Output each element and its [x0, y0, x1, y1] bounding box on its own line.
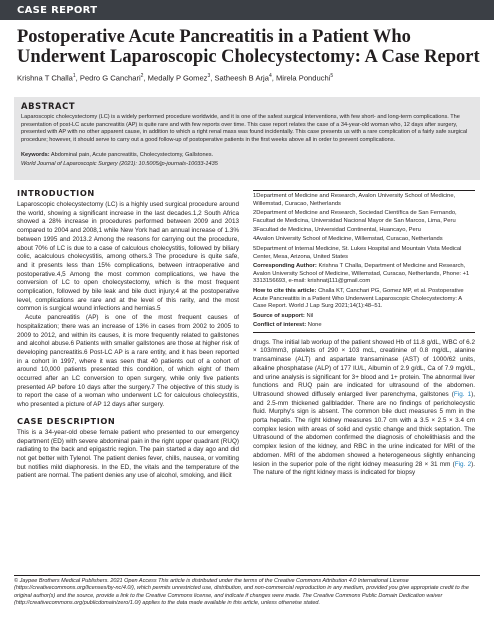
case-description-paragraph: This is a 34-year-old obese female patient who presented to our emergency department (ED) with severe abdominal pain in the right upper quadrant (RUQ) radiating to the back and epigastric region. The pain started a day ago and did not get better with Tylenol. The patient denies fever, chills, nausea, or vomiting but notifies mild diaphoresis. In the ED, the vitals and the temperature of the patient are normal. The patient denies any use of alcohol, smoking, and illicit — [17, 428, 239, 480]
article-type-label: CASE REPORT — [17, 5, 98, 16]
source-of-support: Source of support: Nil — [253, 312, 314, 319]
author-name[interactable]: Krishna T Challa — [17, 73, 73, 83]
article-type-banner — [0, 0, 494, 20]
author-name[interactable]: Pedro G Canchari — [79, 73, 141, 83]
author-name[interactable]: Satheesh B Arja — [214, 73, 269, 83]
figure-1-link[interactable]: Fig. 1 — [453, 390, 472, 398]
footer-divider — [14, 575, 480, 576]
abstract-body: Laparoscopic cholecystectomy (LC) is a widely performed procedure worldwide, and it is one of the safest surgical interventions, with few short- and long-term complications. The presentation of post-LC acute pancreatitis (AP) is quite rare and with few reports over time. This case report relates the case of a 34-year-old woman who, 12 days after surgery, presented with AP with no other apparent cause, in addition to which a right renal mass was found incidentally. This case presents us with a rare complication of a fairly safe surgical procedure; however, it should serve to carry out a good follow-up of postoperative patients in the first weeks above all in order to prevent complications. — [21, 114, 468, 143]
introduction-heading: INTRODUCTION — [17, 188, 95, 198]
affiliation-item: 4Avalon University School of Medicine, Willemstad, Curacao, Netherlands — [253, 236, 443, 243]
affiliation-item: 2Department of Medicine and Research, Sociedad Científica de San Fernando, Facultad de Medicina, Universidad Nacional Mayor de San Marcos, Lima, Peru — [253, 210, 457, 224]
corresponding-author: Corresponding Author: Krishna T Challa, Department of Medicine and Research, Avalon University School of Medicine, Willemstad, Curacao, Netherlands, Phone: +1 3313156693, e-mail: krishnatj111@gmail.com — [253, 262, 470, 285]
affiliation-item: 5Department of Internal Medicine, St. Lukes Hospital and Mountain Vista Medical Center, Mesa, Arizona, United States — [253, 245, 462, 260]
conflict-of-interest: Conflict of interest: None — [253, 321, 322, 328]
keywords: Keywords: Abdominal pain, Acute pancreatitis, Cholecystectomy, Gallstones. — [21, 152, 214, 158]
license-footer: © Jaypee Brothers Medical Publishers. 2021 Open Access This article is distributed under the terms of the Creative Commons Attribution 4.0 International License (https://creativecommons.org/licenses/by-nc/4.0/), which permits unrestricted use, distribution, and non-commercial reproduction in any medium, provided you give appropriate credit to the original author(s) and the source, provide a link to the Creative Commons license, and indicate if changes were made. The Creative Commons Public Domain Dedication waiver (http://creativecommons.org/publicdomain/zero/1.0/) applies to the data made available in this article, unless otherwise stated. — [14, 578, 469, 607]
figure-2-link[interactable]: Fig. 2 — [454, 460, 472, 468]
journal-citation: World Journal of Laparoscopic Surgery (2021): 10.5005/jp-journals-10033-1435 — [21, 161, 218, 167]
case-description-heading: CASE DESCRIPTION — [17, 415, 116, 426]
abstract-section — [14, 97, 480, 180]
left-column — [17, 188, 239, 481]
affiliation-item: 3Facultad de Medicina, Universidad Continental, Huancayo, Peru — [253, 227, 421, 234]
right-column — [253, 188, 475, 478]
affiliations — [253, 190, 475, 333]
introduction-paragraph: Acute pancreatitis (AP) is one of the most frequent causes of hospitalization; there was an increase of 13% in cases from 2002 to 2005 to 2009 to 2012, and within its causes, it is more frequently related to gallstones and alcohol abuse.6 Patients with smaller gallstones are those at higher risk of developing pancreatitis.6 Post-LC AP is a rare entity, and it has been reported in a cohort in 1997, where it was seen that 40 patients out of a cohort of around 10,000 patients presented this condition, of which eight of them occurred after an LC conversion to open surgery, while only five patients presented AP before 10 days after the surgery.7 The objective of this study is to report the case of a woman who underwent LC for calculous cholecystitis, who presented a picture of AP 12 days after surgery. — [17, 314, 239, 409]
abstract-heading: ABSTRACT — [21, 101, 76, 111]
author-list: Krishna T Challa$^1$, Pedro G Canchari$^2$, Medally P Gomez$^3$, Satheesh B Arja$^4$, Mirela Ponduchi$^5$ — [17, 73, 334, 83]
author-name[interactable]: Medally P Gomez — [147, 73, 208, 83]
author-name[interactable]: Mirela Ponduchi — [275, 73, 331, 83]
introduction-paragraph: Laparoscopic cholecystectomy (LC) is a highly used surgical procedure around the world, showing a significant increase in the last decades.1,2 South Africa showed a 28% increase in procedures performed between 2009 and 2013 compared to 2004 and 2008,1 while New York had an annual increase of 1.3% between 1995 and 2013.2 Among the reasons for carrying out the procedure, about 70% of LC is due to a case of calculous cholecystitis, followed by biliary colic, acalculous cholecystitis, among others.3 The procedure is quite safe, and it presents less than 15% complications, between intraoperative and postoperative.4,5 Among the most common complications, we have the conversion of LC to open cholecystectomy, which is the most frequent complication, followed by bile leak and bile duct injury;4 at the postoperative level, complications are rare and at the level of this rarity, and the most common is surgical wound infections and hernias.5 — [17, 201, 239, 313]
affiliation-item: 1Department of Medicine and Research, Avalon University School of Medicine, Willemstad, Curacao, Netherlands — [253, 193, 456, 207]
how-to-cite: How to cite this article: Challa KT, Canchari PG, Gomez MP, et al. Postoperative Acute Pancreatitis in a Patient Who Underwent Laparoscopic Cholecystectomy: A Case Report. World J Lap Surg 2021;14(1):48–51. — [253, 287, 464, 310]
case-description-continued: drugs. The initial lab workup of the patient showed Hb of 11.8 g/dL, WBC of 6.2 × 103/mm3, platelets of 290 × 103 mcL, creatinine of 0.8 mg/dL, alanine transaminase (ALT) and aspartate transaminase (AST) of 1000/62 units, alkaline phosphatase (ALP) of 177 IU/L, Albumin of 2.9 g/dL, Ca of 7.9 mg/dL, and urine analysis is significant for 3+ blood and 1+ protein. The abnormal liver functions and RUQ pain are indicated for ultrasound of the abdomen. Ultrasound showed diffusely enlarged liver parenchyma, gallstones (Fig. 1), and 2.5-mm thickened gallbladder. There are no findings of pericholecystic fluid. Murphy's sign is absent. The common bile duct measures 5 mm in the porta hepatis. The right kidney measures 10.7 cm with a 3.5 × 2.5 × 3.4 cm complex lesion with areas of solid and cystic change and thick septation. The Ultrasound of the abdomen confirmed the diagnosis of cholelithiasis and the complex lesion of the kidney, and RBC in the urine indicated for MRI of the abdomen. MRI of the abdomen showed a heterogeneous slightly enhancing lesion in the superior pole of the right kidney measuring 28 × 31 mm (Fig. 2). The nature of the right kidney mass is indicated for biopsy — [253, 338, 476, 477]
article-title: Postoperative Acute Pancreatitis in a Patient Who Underwent Laparoscopic Cholecystectomy: A Case Report — [17, 27, 480, 67]
